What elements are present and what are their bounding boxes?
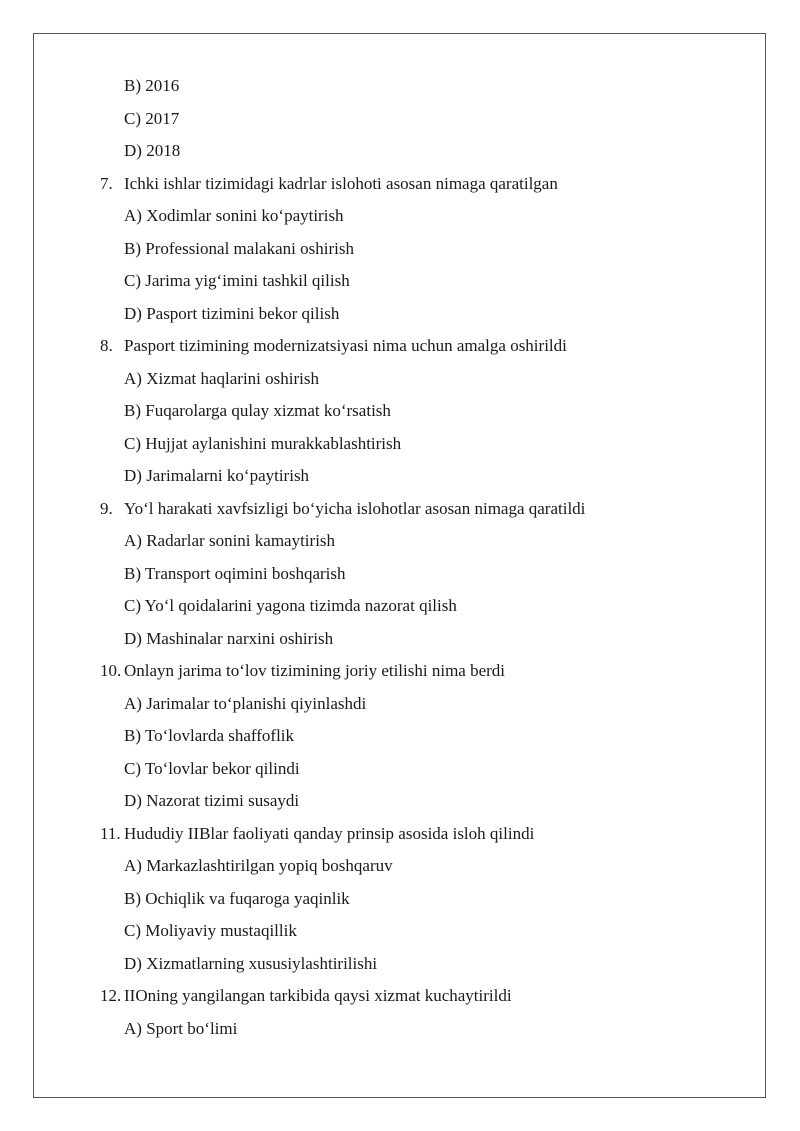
answer-option: B) 2016 (124, 76, 180, 95)
answer-option: C) 2017 (124, 108, 180, 128)
question-text: Ichki ishlar tizimidagi kadrlar islohoti asosan nimaga qaratilgan (124, 173, 558, 193)
answer-option: C) Hujjat aylanishini murakkablashtirish (124, 433, 402, 453)
question-number: 8. (100, 336, 113, 355)
question-7 (0, 168, 800, 201)
answer-option: D) Jarimalarni ko‘paytirish (124, 466, 310, 485)
question-text: IIOning yangilangan tarkibida qaysi xizmat kuchaytirildi (124, 986, 512, 1005)
answer-option: C) Moliyaviy mustaqillik (124, 921, 297, 940)
question-number: 10. (100, 661, 122, 680)
question-text: Yo‘l harakati xavfsizligi bo‘yicha islohotlar asosan nimaga qaratildi (124, 498, 586, 518)
question-10 (0, 655, 800, 688)
answer-option: D) Nazorat tizimi susaydi (124, 791, 300, 810)
question-number: 7. (100, 173, 113, 193)
question-text: Onlayn jarima to‘lov tizimining joriy etilishi nima berdi (124, 661, 506, 680)
question-9 (0, 493, 800, 526)
answer-option: A) Sport bo‘limi (124, 1018, 238, 1038)
answer-option: B) To‘lovlarda shaffoflik (124, 726, 295, 745)
answer-option: A) Radarlar sonini kamaytirish (124, 531, 336, 550)
question-12 (0, 980, 800, 1013)
answer-option: B) Transport oqimini boshqarish (124, 563, 346, 583)
answer-option: C) Jarima yig‘imini tashkil qilish (124, 271, 350, 290)
question-number: 12. (100, 986, 122, 1005)
answer-option: B) Ochiqlik va fuqaroga yaqinlik (124, 888, 350, 908)
answer-option: A) Jarimalar to‘planishi qiyinlashdi (124, 693, 367, 713)
answer-option: D) Pasport tizimini bekor qilish (124, 303, 340, 323)
question-text: Pasport tizimining modernizatsiyasi nima uchun amalga oshirildi (124, 336, 567, 355)
answer-option: B) Professional malakani oshirish (124, 238, 354, 258)
answer-option: C) To‘lovlar bekor qilindi (124, 758, 300, 778)
answer-option: D) Mashinalar narxini oshirish (124, 628, 334, 648)
answer-option: A) Markazlashtirilgan yopiq boshqaruv (124, 856, 393, 875)
question-number: 11. (100, 823, 121, 843)
answer-option: C) Yo‘l qoidalarini yagona tizimda nazorat qilish (124, 596, 457, 615)
answer-option: A) Xodimlar sonini ko‘paytirish (124, 206, 344, 225)
answer-option: D) Xizmatlarning xususiylashtirilishi (124, 953, 378, 973)
question-11 (0, 818, 800, 851)
document-body (0, 70, 800, 1045)
answer-option: B) Fuqarolarga qulay xizmat ko‘rsatish (124, 401, 391, 420)
question-text: Hududiy IIBlar faoliyati qanday prinsip asosida isloh qilindi (124, 823, 535, 843)
question-8 (0, 330, 800, 363)
answer-option: D) 2018 (124, 141, 181, 160)
question-number: 9. (100, 498, 113, 518)
answer-option: A) Xizmat haqlarini oshirish (124, 368, 319, 388)
